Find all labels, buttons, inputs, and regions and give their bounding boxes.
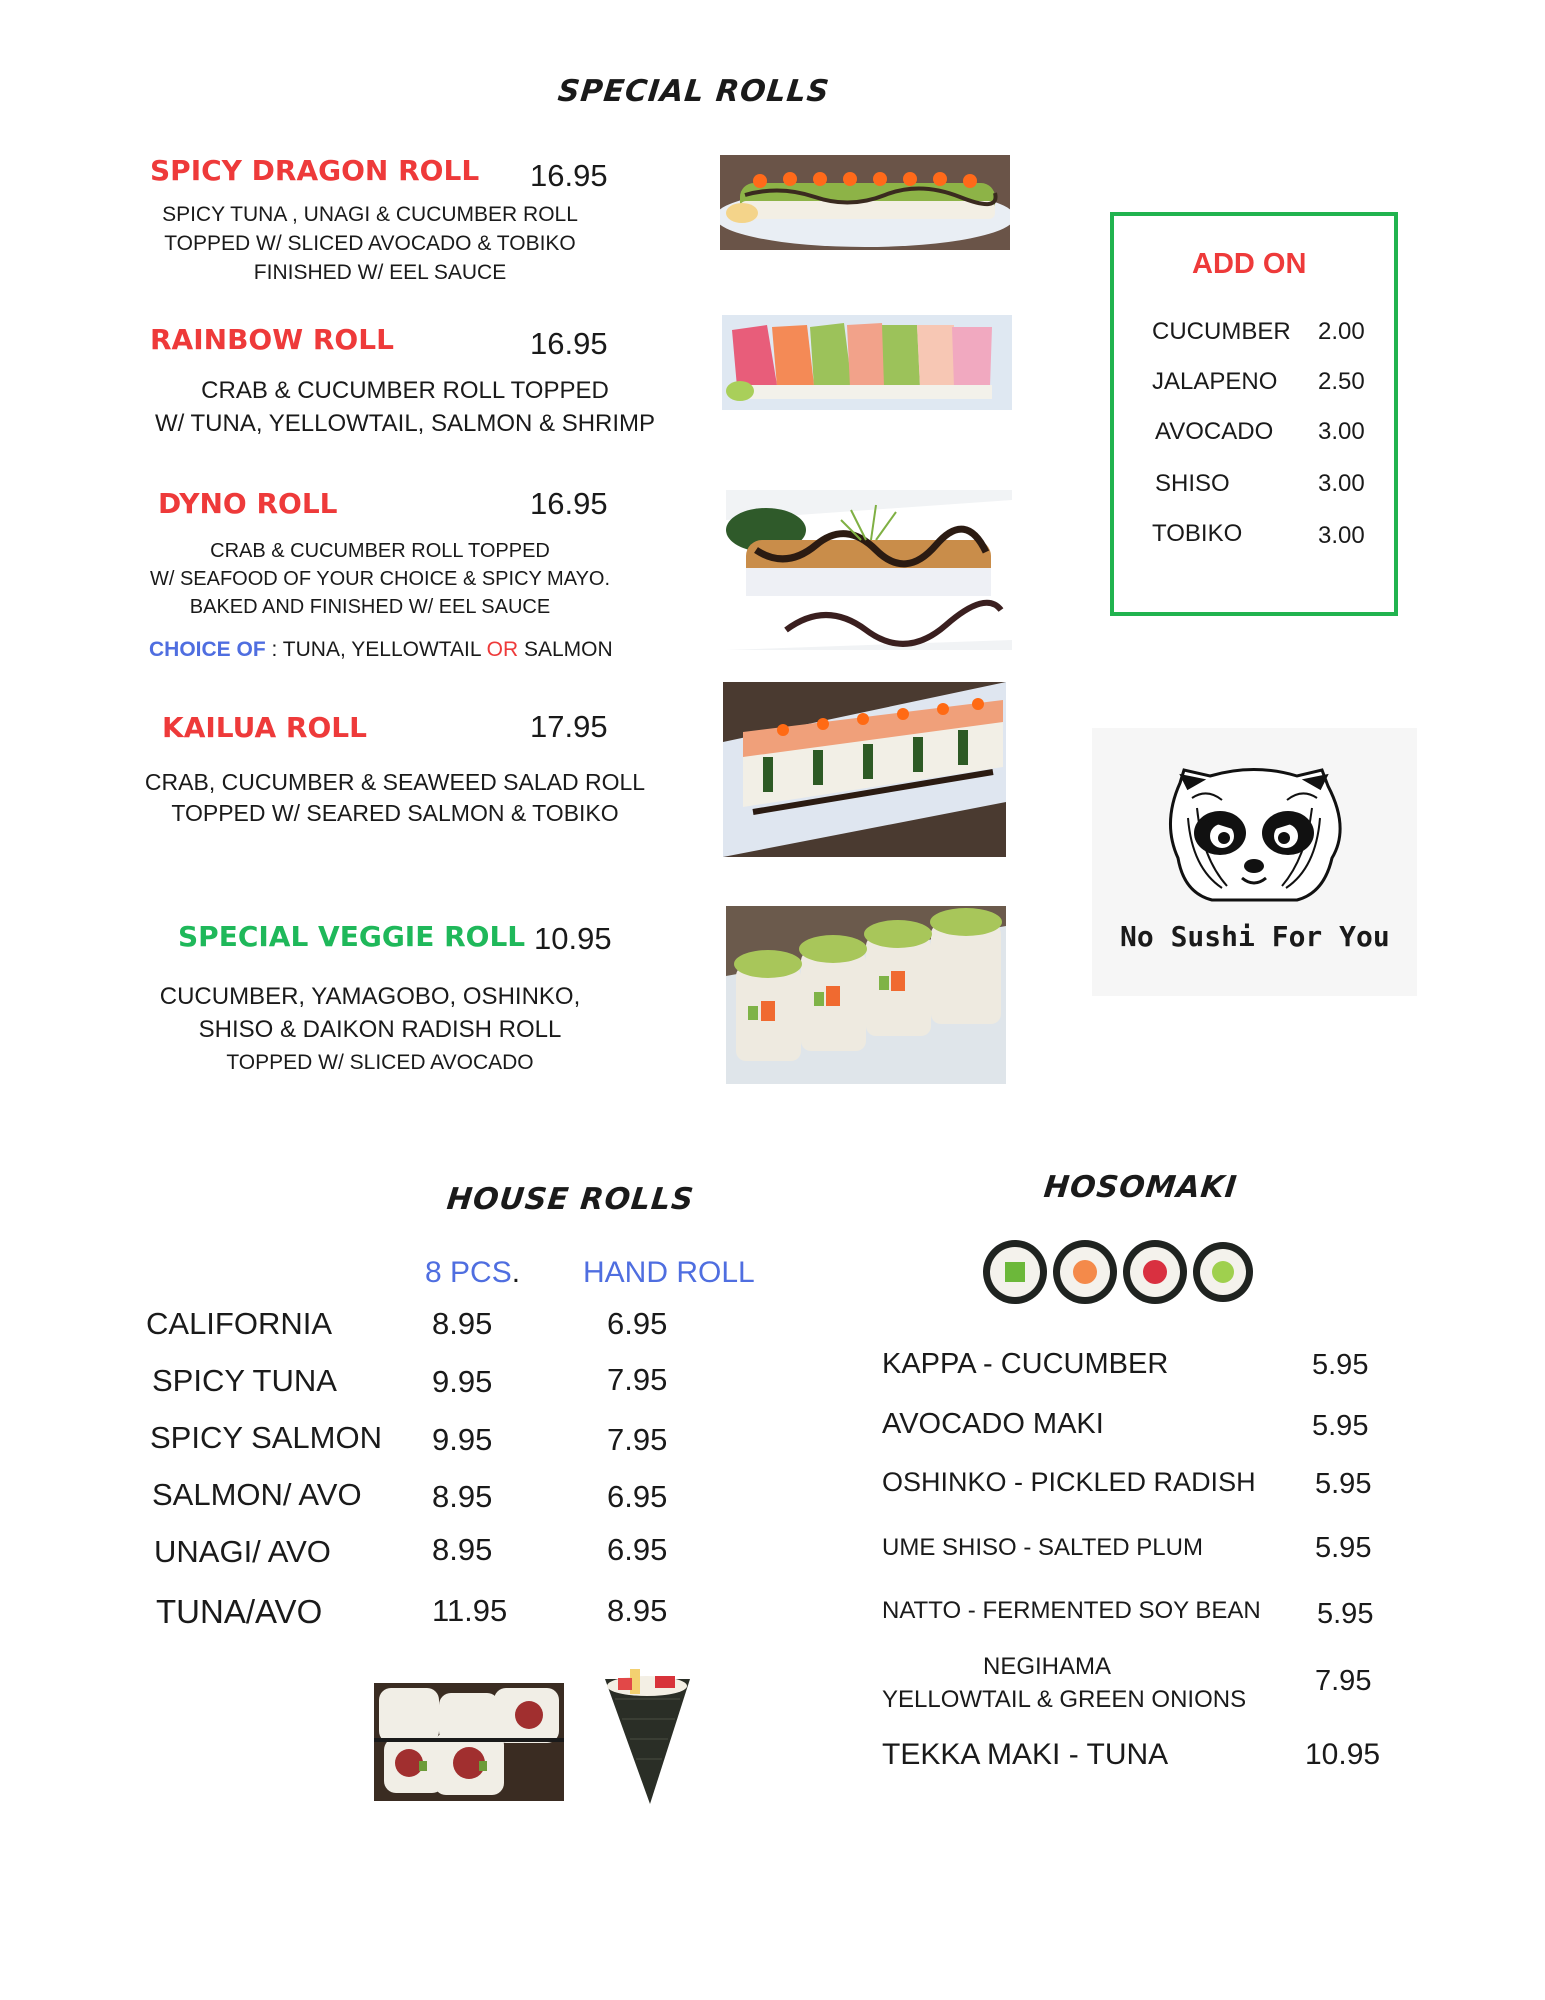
house-item-8pcs: 8.95 <box>432 1479 493 1514</box>
house-roll-photo <box>374 1683 564 1801</box>
house-item-hand: 8.95 <box>607 1593 668 1628</box>
roll-desc-special-veggie <box>130 980 630 1079</box>
desc-line: W/ SEAFOOD OF YOUR CHOICE & SPICY MAYO. <box>149 568 611 590</box>
house-item-name: SPICY TUNA <box>152 1363 337 1398</box>
roll-desc-dyno <box>130 537 630 621</box>
add-on-item-price: 3.00 <box>1318 418 1365 445</box>
add-on-item-name: JALAPENO <box>1152 368 1278 395</box>
special-rolls-title: SPECIAL ROLLS <box>556 74 832 109</box>
veggie-roll-photo <box>726 906 1006 1084</box>
panda-logo-icon <box>1092 728 1417 996</box>
add-on-item-price: 2.00 <box>1318 318 1365 345</box>
house-col-8pcs <box>425 1256 520 1290</box>
hosomaki-item-price: 5.95 <box>1315 1468 1372 1500</box>
hosomaki-item-price: 10.95 <box>1305 1738 1381 1771</box>
hosomaki-item-price: 7.95 <box>1315 1665 1372 1697</box>
roll-name-spicy-dragon: SPICY DRAGON ROLL <box>150 154 480 187</box>
choice-of-label: CHOICE OF <box>149 638 266 661</box>
roll-name-special-veggie: SPECIAL VEGGIE ROLL <box>178 920 526 953</box>
roll-price-kailua: 17.95 <box>530 709 608 744</box>
kailua-roll-photo <box>723 682 1006 857</box>
house-item-hand: 7.95 <box>607 1422 668 1457</box>
choice-text-2: SALMON <box>518 638 613 661</box>
choice-or: OR <box>486 638 519 661</box>
add-on-item-price: 3.00 <box>1318 522 1365 549</box>
add-on-item-name: SHISO <box>1155 470 1230 497</box>
spicy-dragon-photo <box>720 155 1010 250</box>
house-item-8pcs: 9.95 <box>432 1422 493 1457</box>
add-on-item-price: 2.50 <box>1318 368 1365 395</box>
house-item-8pcs: 8.95 <box>432 1532 493 1567</box>
desc-line: SPICY TUNA , UNAGI & CUCUMBER ROLL <box>162 203 578 226</box>
house-item-8pcs: 8.95 <box>432 1306 493 1341</box>
hosomaki-item-name: KAPPA - CUCUMBER <box>882 1348 1169 1380</box>
add-on-item-name: CUCUMBER <box>1152 318 1291 345</box>
dyno-roll-photo <box>726 490 1012 650</box>
hosomaki-item-price: 5.95 <box>1312 1349 1369 1381</box>
hosomaki-item-name: UME SHISO - SALTED PLUM <box>882 1534 1203 1561</box>
desc-line: SHISO & DAIKON RADISH ROLL <box>198 1016 562 1043</box>
hosomaki-item-name: NATTO - FERMENTED SOY BEAN <box>882 1597 1261 1624</box>
house-item-hand: 7.95 <box>607 1362 668 1397</box>
col-label: 8 PCS <box>425 1256 512 1289</box>
roll-desc-kailua <box>130 767 660 829</box>
house-item-name: TUNA/AVO <box>156 1593 323 1630</box>
house-col-hand-roll: HAND ROLL <box>583 1256 755 1289</box>
hosomaki-item-price: 5.95 <box>1315 1532 1372 1564</box>
hosomaki-item-price: 5.95 <box>1312 1410 1369 1442</box>
desc-line: W/ TUNA, YELLOWTAIL, SALMON & SHRIMP <box>154 410 656 437</box>
add-on-item-name: AVOCADO <box>1155 418 1274 445</box>
desc-line: CRAB & CUCUMBER ROLL TOPPED <box>201 377 609 404</box>
hosomaki-item-name: AVOCADO MAKI <box>882 1408 1104 1440</box>
house-item-hand: 6.95 <box>607 1306 668 1341</box>
desc-line: CRAB & CUCUMBER ROLL TOPPED <box>210 540 550 562</box>
hosomaki-item-name: TEKKA MAKI - TUNA <box>882 1738 1169 1771</box>
rainbow-roll-photo <box>722 315 1012 410</box>
hosomaki-title: HOSOMAKI <box>1042 1170 1240 1205</box>
desc-line: TOPPED W/ SLICED AVOCADO & TOBIKO <box>164 232 576 255</box>
roll-desc-rainbow <box>140 374 670 440</box>
hosomaki-photo <box>975 1232 1265 1310</box>
add-on-item-price: 3.00 <box>1318 470 1365 497</box>
desc-line: FINISHED W/ EEL SAUCE <box>253 261 507 284</box>
house-item-8pcs: 11.95 <box>432 1593 508 1628</box>
roll-name-rainbow: RAINBOW ROLL <box>150 323 394 356</box>
desc-line: CUCUMBER, YAMAGOBO, OSHINKO, <box>159 983 581 1010</box>
choice-text: : TUNA, YELLOWTAIL <box>265 638 487 661</box>
desc-line: TOPPED W/ SEARED SALMON & TOBIKO <box>171 800 619 826</box>
roll-name-kailua: KAILUA ROLL <box>162 711 367 744</box>
negihama-line-2: YELLOWTAIL & GREEN ONIONS <box>882 1686 1247 1713</box>
house-item-8pcs: 9.95 <box>432 1364 493 1399</box>
roll-price-spicy-dragon: 16.95 <box>530 158 608 193</box>
col-dot: . <box>511 1256 521 1289</box>
house-item-hand: 6.95 <box>607 1532 668 1567</box>
negihama-line-1: NEGIHAMA <box>982 1653 1111 1680</box>
roll-price-special-veggie: 10.95 <box>534 921 612 956</box>
house-item-hand: 6.95 <box>607 1479 668 1514</box>
roll-name-dyno: DYNO ROLL <box>158 487 338 520</box>
dyno-choice-line <box>149 638 613 662</box>
house-item-name: CALIFORNIA <box>146 1306 333 1341</box>
hosomaki-item-price: 5.95 <box>1317 1598 1374 1630</box>
hosomaki-item-name-negihama <box>882 1650 1262 1716</box>
desc-line: BAKED AND FINISHED W/ EEL SAUCE <box>189 596 551 618</box>
hand-roll-photo <box>600 1664 695 1806</box>
house-rolls-title: HOUSE ROLLS <box>445 1182 696 1217</box>
desc-line: TOPPED W/ SLICED AVOCADO <box>226 1051 534 1074</box>
roll-desc-spicy-dragon <box>130 200 610 287</box>
add-on-item-name: TOBIKO <box>1152 520 1243 547</box>
add-on-title: ADD ON <box>1192 248 1307 280</box>
logo-panel <box>1092 728 1417 996</box>
house-item-name: UNAGI/ AVO <box>154 1534 331 1569</box>
logo-text: No Sushi For You <box>1120 920 1390 953</box>
roll-price-dyno: 16.95 <box>530 486 608 521</box>
house-item-name: SPICY SALMON <box>150 1420 383 1455</box>
hosomaki-item-name: OSHINKO - PICKLED RADISH <box>882 1467 1256 1497</box>
house-item-name: SALMON/ AVO <box>152 1477 362 1512</box>
roll-price-rainbow: 16.95 <box>530 326 608 361</box>
desc-line: CRAB, CUCUMBER & SEAWEED SALAD ROLL <box>144 769 646 795</box>
